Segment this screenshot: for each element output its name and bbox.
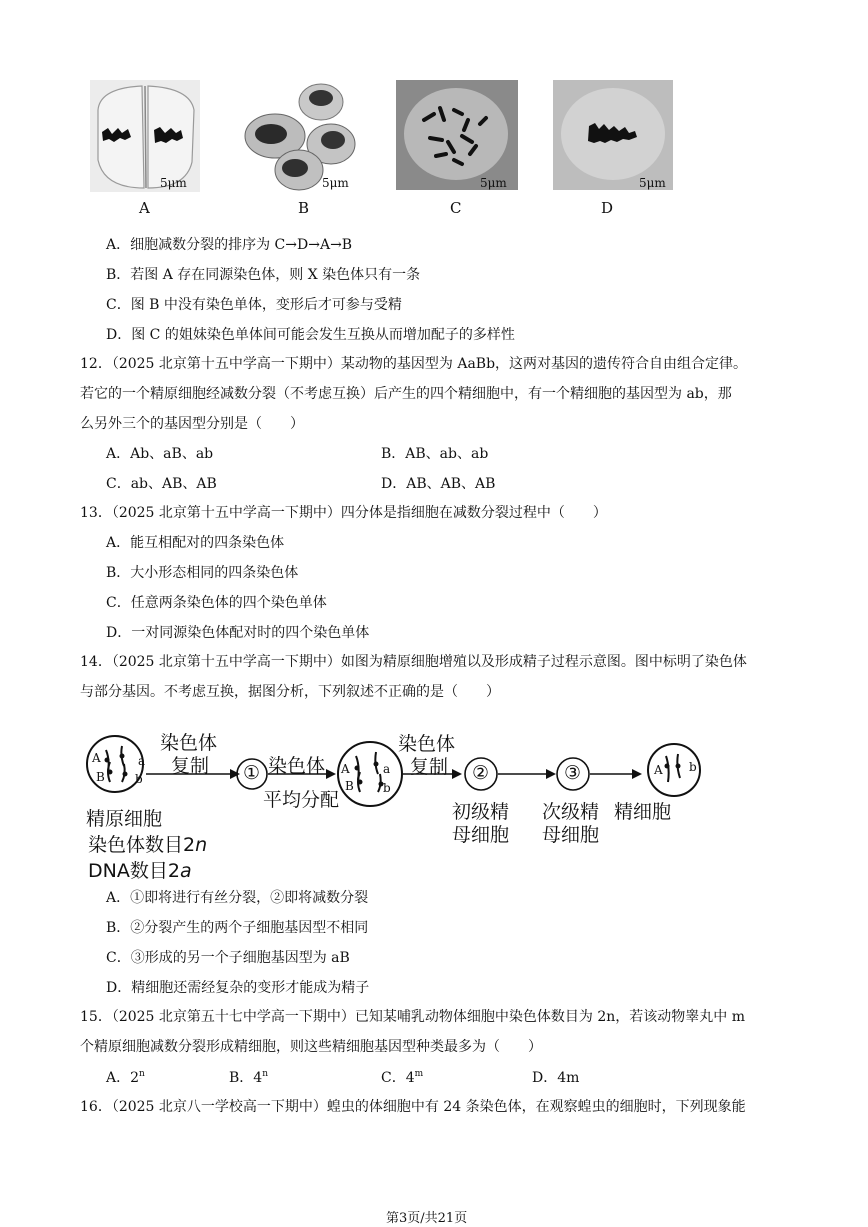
- q15-option-c-exp: m: [414, 1069, 424, 1079]
- micrograph-c-image: [396, 80, 518, 190]
- q15-option-d: D．4m: [532, 1070, 580, 1086]
- q11-option-a: A．细胞减数分裂的排序为 C→D→A→B: [106, 237, 353, 253]
- gene-b-lower-cell1: b: [135, 772, 143, 786]
- q11-option-d: D．图 C 的姐妹染色单体间可能会发生互换从而增加配子的多样性: [106, 327, 515, 343]
- q12-stem-line1: 12．（2025 北京第十五中学高一下期中）某动物的基因型为 AaBb，这两对基因的遗传符合自由组合定律。: [80, 356, 748, 372]
- label-sperm-cell: 精细胞: [614, 801, 672, 823]
- micrograph-d-image: [553, 80, 673, 190]
- q13-stem: 13．（2025 北京第十五中学高一下期中）四分体是指细胞在减数分裂过程中（ ）: [80, 505, 607, 521]
- q14-option-b: B．②分裂产生的两个子细胞基因型不相同: [106, 920, 369, 936]
- scale-label-a: 5μm: [160, 176, 187, 190]
- scale-label-c: 5μm: [480, 176, 507, 190]
- label-chromosome-dup-1: 染色体: [160, 732, 218, 754]
- label-chromosome-dup-2: 染色体: [398, 733, 456, 755]
- q14-stem-line2: 与部分基因。不考虑互换，据图分析，下列叙述不正确的是（ ）: [80, 684, 500, 700]
- gene-a-sperm: A: [654, 763, 663, 777]
- q14-stem-line1: 14．（2025 北京第十五中学高一下期中）如图为精原细胞增殖以及形成精子过程示意图。图中标明了染色体: [80, 654, 747, 670]
- gene-a-cell2: A: [341, 762, 350, 776]
- q15-option-c-base: C．4: [381, 1070, 415, 1086]
- q13-option-c: C．任意两条染色体的四个染色单体: [106, 595, 327, 611]
- q12-stem-line3: 么另外三个的基因型分别是（ ）: [80, 416, 304, 432]
- q14-option-d: D．精细胞还需经复杂的变形才能成为精子: [106, 980, 370, 996]
- q11-option-b: B．若图 A 存在同源染色体，则 X 染色体只有一条: [106, 267, 421, 283]
- q14-option-c: C．③形成的另一个子细胞基因型为 aB: [106, 950, 350, 966]
- gene-a-lower-cell1: a: [138, 754, 146, 768]
- circle-2-label: ②: [472, 762, 490, 784]
- scale-label-b: 5μm: [322, 176, 349, 190]
- gene-a-cell1: A: [92, 751, 101, 765]
- q11-option-c: C．图 B 中没有染色单体，变形后才可参与受精: [106, 297, 402, 313]
- label-dup-2: 复制: [410, 756, 449, 778]
- gene-b-cell2: B: [345, 779, 354, 793]
- label-dna-count: [88, 856, 192, 883]
- page-number: 第3页/共21页: [386, 1211, 468, 1226]
- gene-a-lower-cell2: a: [383, 762, 391, 776]
- label-dup-1: 复制: [171, 755, 210, 777]
- gene-b-lower-sperm: b: [689, 760, 697, 774]
- q15-option-a-exp: n: [139, 1069, 145, 1079]
- q15-option-a-base: A．2: [106, 1070, 140, 1086]
- q12-option-c: C．ab、AB、AB: [106, 476, 217, 492]
- label-spermatogonium: 精原细胞: [86, 808, 163, 830]
- dna-count-var: a: [179, 860, 192, 882]
- q15-stem-line1: 15．（2025 北京第五十七中学高一下期中）已知某哺乳动物体细胞中染色体数目为 2n，若该动物睾丸中 m: [80, 1009, 745, 1025]
- q13-option-b: B．大小形态相同的四条染色体: [106, 565, 299, 581]
- label-chromosome-count: [88, 830, 207, 857]
- q16-stem-line1: 16．（2025 北京八一学校高一下期中）蝗虫的体细胞中有 24 条染色体，在观察蝗虫的细胞时，下列现象能: [80, 1099, 746, 1115]
- micrograph-d: [553, 80, 673, 190]
- dna-count-text: DNA数目2: [88, 860, 180, 882]
- scale-label-d: 5μm: [639, 176, 666, 190]
- label-avg-distribution: 平均分配: [263, 789, 340, 811]
- q15-option-c: [381, 1068, 423, 1088]
- q13-option-a: A．能互相配对的四条染色体: [106, 535, 285, 551]
- label-secondary-line2: 母细胞: [542, 824, 600, 846]
- q15-stem-line2: 个精原细胞减数分裂形成精细胞，则这些精细胞基因型种类最多为（ ）: [80, 1039, 542, 1055]
- q15-option-b-base: B．4: [229, 1070, 263, 1086]
- chromosome-count-var: n: [195, 834, 208, 856]
- micrograph-c: [396, 80, 518, 190]
- label-primary-line2: 母细胞: [452, 824, 510, 846]
- figure-label-b: B: [298, 199, 310, 217]
- q12-stem-line2: 若它的一个精原细胞经减数分裂（不考虑互换）后产生的四个精细胞中，有一个精细胞的基因型为 ab，那: [80, 386, 732, 402]
- q12-option-d: D．AB、AB、AB: [381, 476, 496, 492]
- label-primary-line1: 初级精: [452, 801, 510, 823]
- q15-option-a: [106, 1068, 145, 1088]
- q12-option-a: A．Ab、aB、ab: [106, 446, 214, 462]
- q15-option-b-exp: n: [262, 1069, 268, 1079]
- figure-label-d: D: [601, 199, 614, 217]
- label-chromosome-avg: 染色体: [268, 755, 326, 777]
- q12-option-b: B．AB、ab、ab: [381, 446, 489, 462]
- figure-label-a: A: [139, 199, 150, 217]
- q15-option-b: [229, 1068, 268, 1088]
- q13-option-d: D．一对同源染色体配对时的四个染色单体: [106, 625, 370, 641]
- circle-3-label: ③: [564, 762, 582, 784]
- label-secondary-line1: 次级精: [542, 801, 600, 823]
- q14-option-a: A．①即将进行有丝分裂，②即将减数分裂: [106, 890, 369, 906]
- gene-b-cell1: B: [96, 770, 105, 784]
- circle-1-label: ①: [243, 762, 261, 784]
- figure-label-c: C: [450, 199, 462, 217]
- chromosome-count-text: 染色体数目2: [88, 834, 196, 856]
- gene-b-lower-cell2: b: [383, 781, 391, 795]
